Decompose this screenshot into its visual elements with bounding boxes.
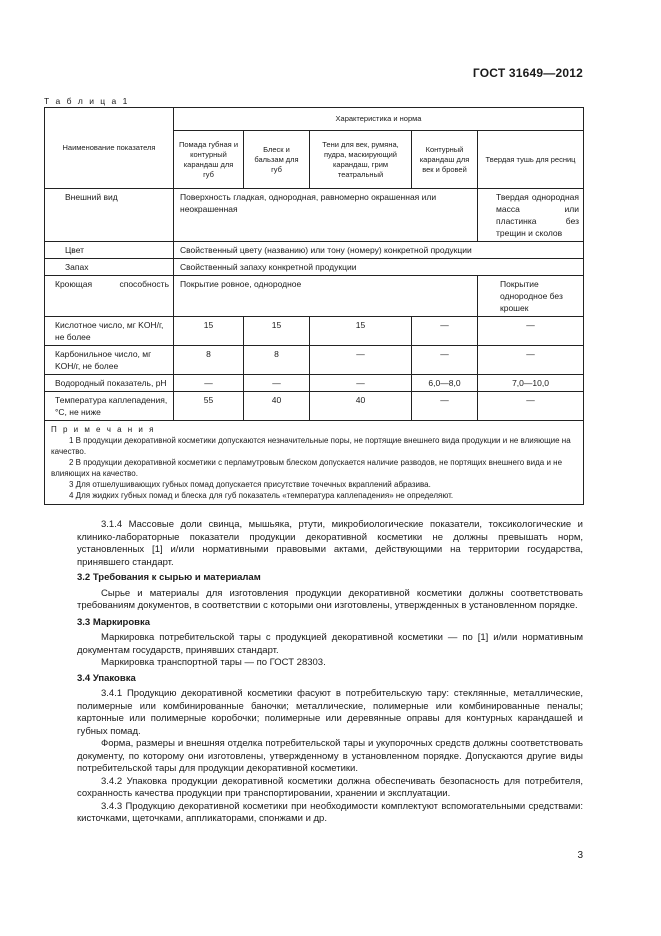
row-value: Свойственный цвету (названию) или тону (номеру) конкретной продукции <box>174 242 584 259</box>
table-row <box>45 276 584 317</box>
row-name: Цвет <box>45 242 174 259</box>
body-text <box>77 519 583 826</box>
row-name: Внешний вид <box>45 189 174 242</box>
cell-shadows: — <box>310 346 412 375</box>
notes-title: П р и м е ч а н и я <box>51 425 156 434</box>
heading-3-2: 3.2 Требования к сырью и материалам <box>77 572 261 583</box>
cell-mascara: — <box>478 392 584 421</box>
cell-eye-pencil: 6,0—8,0 <box>412 375 478 392</box>
cell-lipstick: — <box>174 375 244 392</box>
paragraph-3-3-a: Маркировка потребительской тары с продукцией декоративной косметики — по [1] и/или нормативным документам государств, принявших стандарт. <box>77 632 583 656</box>
paragraph-3-2: Сырье и материалы для изготовления продукции декоративной косметики должны соответствовать требованиям документов, в соответствии с которыми они изготовлены, утвержденных в установленном порядке. <box>77 587 583 611</box>
header-lipstick: Помада губная и контурный карандаш для губ <box>174 131 244 189</box>
row-value: Покрытие ровное, однородное <box>174 276 478 317</box>
table-row <box>45 346 584 375</box>
row-value: Свойственный запаху конкретной продукции <box>174 259 584 276</box>
table-header-row <box>45 108 584 131</box>
row-value: Покрытие однородное без крошек <box>478 276 584 317</box>
row-value: Твердая однородная масса или пластинка без трещин и сколов <box>478 189 584 242</box>
cell-gloss: 15 <box>244 317 310 346</box>
heading-3-4: 3.4 Упаковка <box>77 672 136 684</box>
table-notes <box>45 421 584 505</box>
note-item: 1 В продукции декоративной косметики допускаются незначительные поры, не портящие внешнего вида продукции и не влияющие на качество. <box>51 436 571 456</box>
row-name: Запах <box>45 259 174 276</box>
cell-shadows: 40 <box>310 392 412 421</box>
table-row <box>45 375 584 392</box>
table-row <box>45 242 584 259</box>
paragraph-3-4-1: 3.4.1 Продукцию декоративной косметики фасуют в потребительскую тару: стеклянные, металлические, полимерные или комбинированные баночки; металлические, полимерные или комбинированные пеналы; картонные или полимерные коробочки; полимерные или деревянные оправы для контурных карандашей и губных помад. <box>77 688 583 737</box>
paragraph-3-4-1-b: Форма, размеры и внешняя отделка потребительской тары и укупорочных средств должны соответствовать документу, по которому они изготовлены, утвержденному в установленном порядке. Допускаются другие виды потребительской тары для продукции декоративной косметики. <box>77 738 583 774</box>
note-item: 2 В продукции декоративной косметики с перламутровым блеском допускается наличие разводов, не портящих внешнего вида и не влияющих на качество. <box>51 458 563 478</box>
paragraph-3-1-4: 3.1.4 Массовые доли свинца, мышьяка, ртути, микробиологические показатели, токсикологические и клинико-лабораторные показатели продукции декоративной косметики не должны превышать норм, установленных [1] и/или нормативными правовыми актами, действующими на территории государства, принявшего стандарт. <box>77 519 583 568</box>
row-name: Водородный показатель, pH <box>45 375 174 392</box>
header-shadows: Тени для век, румяна, пудра, маскирующий карандаш, грим театральный <box>310 131 412 189</box>
header-mascara: Твердая тушь для ресниц <box>478 131 584 189</box>
paragraph-3-4-2: 3.4.2 Упаковка продукции декоративной косметики должна обеспечивать безопасность для потребителя, сохранность качества продукции при транспортировании, хранении и эксплуатации. <box>77 775 583 799</box>
cell-eye-pencil: — <box>412 346 478 375</box>
note-item: 4 Для жидких губных помад и блеска для губ показатель «температура каплепадения» не определяют. <box>69 491 454 500</box>
row-name: Кислотное число, мг KOH/г, не более <box>45 317 174 346</box>
cell-mascara: — <box>478 346 584 375</box>
cell-eye-pencil: — <box>412 317 478 346</box>
header-eye-pencil: Контурный карандаш для век и бровей <box>412 131 478 189</box>
cell-gloss: 8 <box>244 346 310 375</box>
table-row <box>45 317 584 346</box>
cell-lipstick: 55 <box>174 392 244 421</box>
cell-gloss: 40 <box>244 392 310 421</box>
page-number: 3 <box>577 850 583 861</box>
document-number: ГОСТ 31649—2012 <box>472 66 583 80</box>
table-notes-row <box>45 421 584 505</box>
cell-mascara: — <box>478 317 584 346</box>
table-row <box>45 259 584 276</box>
characteristics-table <box>44 107 584 505</box>
table-caption: Т а б л и ц а 1 <box>44 96 130 106</box>
header-indicator-name: Наименование показателя <box>45 108 174 189</box>
cell-lipstick: 8 <box>174 346 244 375</box>
table-row <box>45 392 584 421</box>
table-row <box>45 189 584 242</box>
cell-mascara: 7,0—10,0 <box>478 375 584 392</box>
row-value: Поверхность гладкая, однородная, равномерно окрашенная или неокрашенная <box>174 189 478 242</box>
header-group: Характеристика и норма <box>174 108 584 131</box>
cell-eye-pencil: — <box>412 392 478 421</box>
paragraph-3-4-3: 3.4.3 Продукцию декоративной косметики при необходимости комплектуют вспомогательными средствами: кисточками, щеточками, аппликаторами, спонжами и др. <box>77 800 583 824</box>
cell-gloss: — <box>244 375 310 392</box>
cell-shadows: 15 <box>310 317 412 346</box>
header-gloss: Блеск и бальзам для губ <box>244 131 310 189</box>
row-name: Температура каплепадения, °С, не ниже <box>45 392 174 421</box>
heading-3-3: 3.3 Маркировка <box>77 616 151 628</box>
cell-lipstick: 15 <box>174 317 244 346</box>
row-name: Кроющая способность <box>45 276 174 317</box>
row-name: Карбонильное число, мг KOH/г, не более <box>45 346 174 375</box>
cell-shadows: — <box>310 375 412 392</box>
paragraph-3-3-b: Маркировка транспортной тары — по ГОСТ 28303. <box>101 657 326 668</box>
note-item: 3 Для отшелушивающих губных помад допускается присутствие точечных вкраплений абразива. <box>69 480 431 489</box>
